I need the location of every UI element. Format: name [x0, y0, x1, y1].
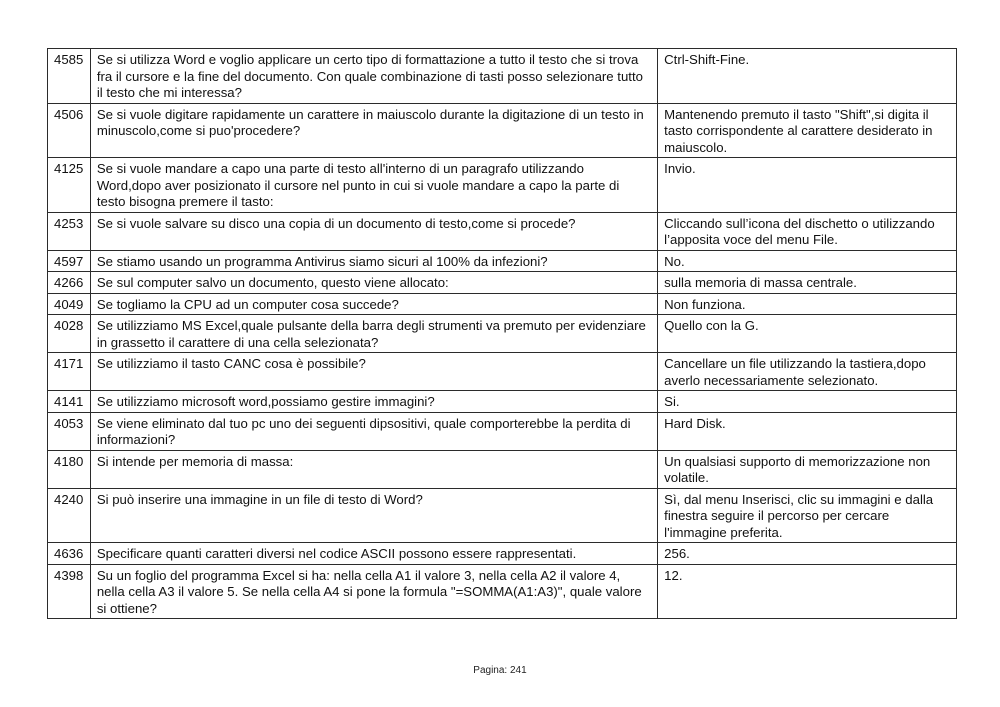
table-row — [48, 391, 957, 413]
question-text: Se utilizziamo MS Excel,quale pulsante della barra degli strumenti va premuto per evidenziare in grassetto il carattere di una cella selezionata? — [90, 315, 657, 353]
question-text: Se si vuole digitare rapidamente un carattere in maiuscolo durante la digitazione di un testo in minuscolo,come si puo'procedere? — [90, 103, 657, 158]
question-id: 4585 — [48, 49, 91, 104]
table-row — [48, 564, 957, 619]
question-text: Si può inserire una immagine in un file di testo di Word? — [90, 488, 657, 543]
question-id: 4125 — [48, 158, 91, 213]
question-text: Se sul computer salvo un documento, questo viene allocato: — [90, 272, 657, 294]
answer-text: No. — [658, 250, 957, 272]
question-text: Se stiamo usando un programma Antivirus siamo sicuri al 100% da infezioni? — [90, 250, 657, 272]
question-id: 4240 — [48, 488, 91, 543]
question-text: Se si vuole mandare a capo una parte di testo all'interno di un paragrafo utilizzando Word,dopo aver posizionato il cursore nel punto in cui si vuole mandare a capo la parte di testo bisogna premere il tasto: — [90, 158, 657, 213]
question-id: 4266 — [48, 272, 91, 294]
answer-text: Invio. — [658, 158, 957, 213]
table-row — [48, 412, 957, 450]
answer-text: Non funziona. — [658, 293, 957, 315]
table-row — [48, 488, 957, 543]
answer-text: Hard Disk. — [658, 412, 957, 450]
table-row — [48, 49, 957, 104]
answer-text: Si. — [658, 391, 957, 413]
question-id: 4028 — [48, 315, 91, 353]
question-id: 4053 — [48, 412, 91, 450]
question-id: 4253 — [48, 212, 91, 250]
question-id: 4636 — [48, 543, 91, 565]
answer-text: sulla memoria di massa centrale. — [658, 272, 957, 294]
answer-text: Un qualsiasi supporto di memorizzazione non volatile. — [658, 450, 957, 488]
question-text: Se utilizziamo microsoft word,possiamo gestire immagini? — [90, 391, 657, 413]
table-row — [48, 293, 957, 315]
answer-text: Quello con la G. — [658, 315, 957, 353]
table-row — [48, 543, 957, 565]
answer-text: 256. — [658, 543, 957, 565]
table-row — [48, 272, 957, 294]
answer-text: 12. — [658, 564, 957, 619]
answer-text: Ctrl-Shift-Fine. — [658, 49, 957, 104]
question-id: 4506 — [48, 103, 91, 158]
table-row — [48, 450, 957, 488]
question-text: Se utilizziamo il tasto CANC cosa è possibile? — [90, 353, 657, 391]
answer-text: Sì, dal menu Inserisci, clic su immagini e dalla finestra seguire il percorso per cercare l'immagine preferita. — [658, 488, 957, 543]
table-row — [48, 103, 957, 158]
question-id: 4597 — [48, 250, 91, 272]
table-body — [48, 49, 957, 619]
table-row — [48, 212, 957, 250]
question-id: 4180 — [48, 450, 91, 488]
question-id: 4141 — [48, 391, 91, 413]
question-answer-table — [47, 48, 957, 619]
table-row — [48, 250, 957, 272]
answer-text: Mantenendo premuto il tasto "Shift",si digita il tasto corrispondente al carattere desiderato in maiuscolo. — [658, 103, 957, 158]
question-id: 4398 — [48, 564, 91, 619]
question-text: Specificare quanti caratteri diversi nel codice ASCII possono essere rappresentati. — [90, 543, 657, 565]
question-text: Si intende per memoria di massa: — [90, 450, 657, 488]
page-number: Pagina: 241 — [473, 665, 527, 676]
table-row — [48, 353, 957, 391]
table-row — [48, 158, 957, 213]
question-id: 4171 — [48, 353, 91, 391]
answer-text: Cliccando sull’icona del dischetto o utilizzando l’apposita voce del menu File. — [658, 212, 957, 250]
table-row — [48, 315, 957, 353]
question-text: Se si utilizza Word e voglio applicare un certo tipo di formattazione a tutto il testo che si trova fra il cursore e la fine del documento. Con quale combinazione di tasti posso selezionare tutto il testo che mi interessa? — [90, 49, 657, 104]
question-text: Se viene eliminato dal tuo pc uno dei seguenti dipsositivi, quale comporterebbe la perdita di informazioni? — [90, 412, 657, 450]
question-text: Se si vuole salvare su disco una copia di un documento di testo,come si procede? — [90, 212, 657, 250]
question-text: Se togliamo la CPU ad un computer cosa succede? — [90, 293, 657, 315]
answer-text: Cancellare un file utilizzando la tastiera,dopo averlo necessariamente selezionato. — [658, 353, 957, 391]
question-id: 4049 — [48, 293, 91, 315]
question-text: Su un foglio del programma Excel si ha: nella cella A1 il valore 3, nella cella A2 il valore 4, nella cella A3 il valore 5. Se nella cella A4 si pone la formula "=SOMMA(A1:A3)", quale valore si ottiene? — [90, 564, 657, 619]
